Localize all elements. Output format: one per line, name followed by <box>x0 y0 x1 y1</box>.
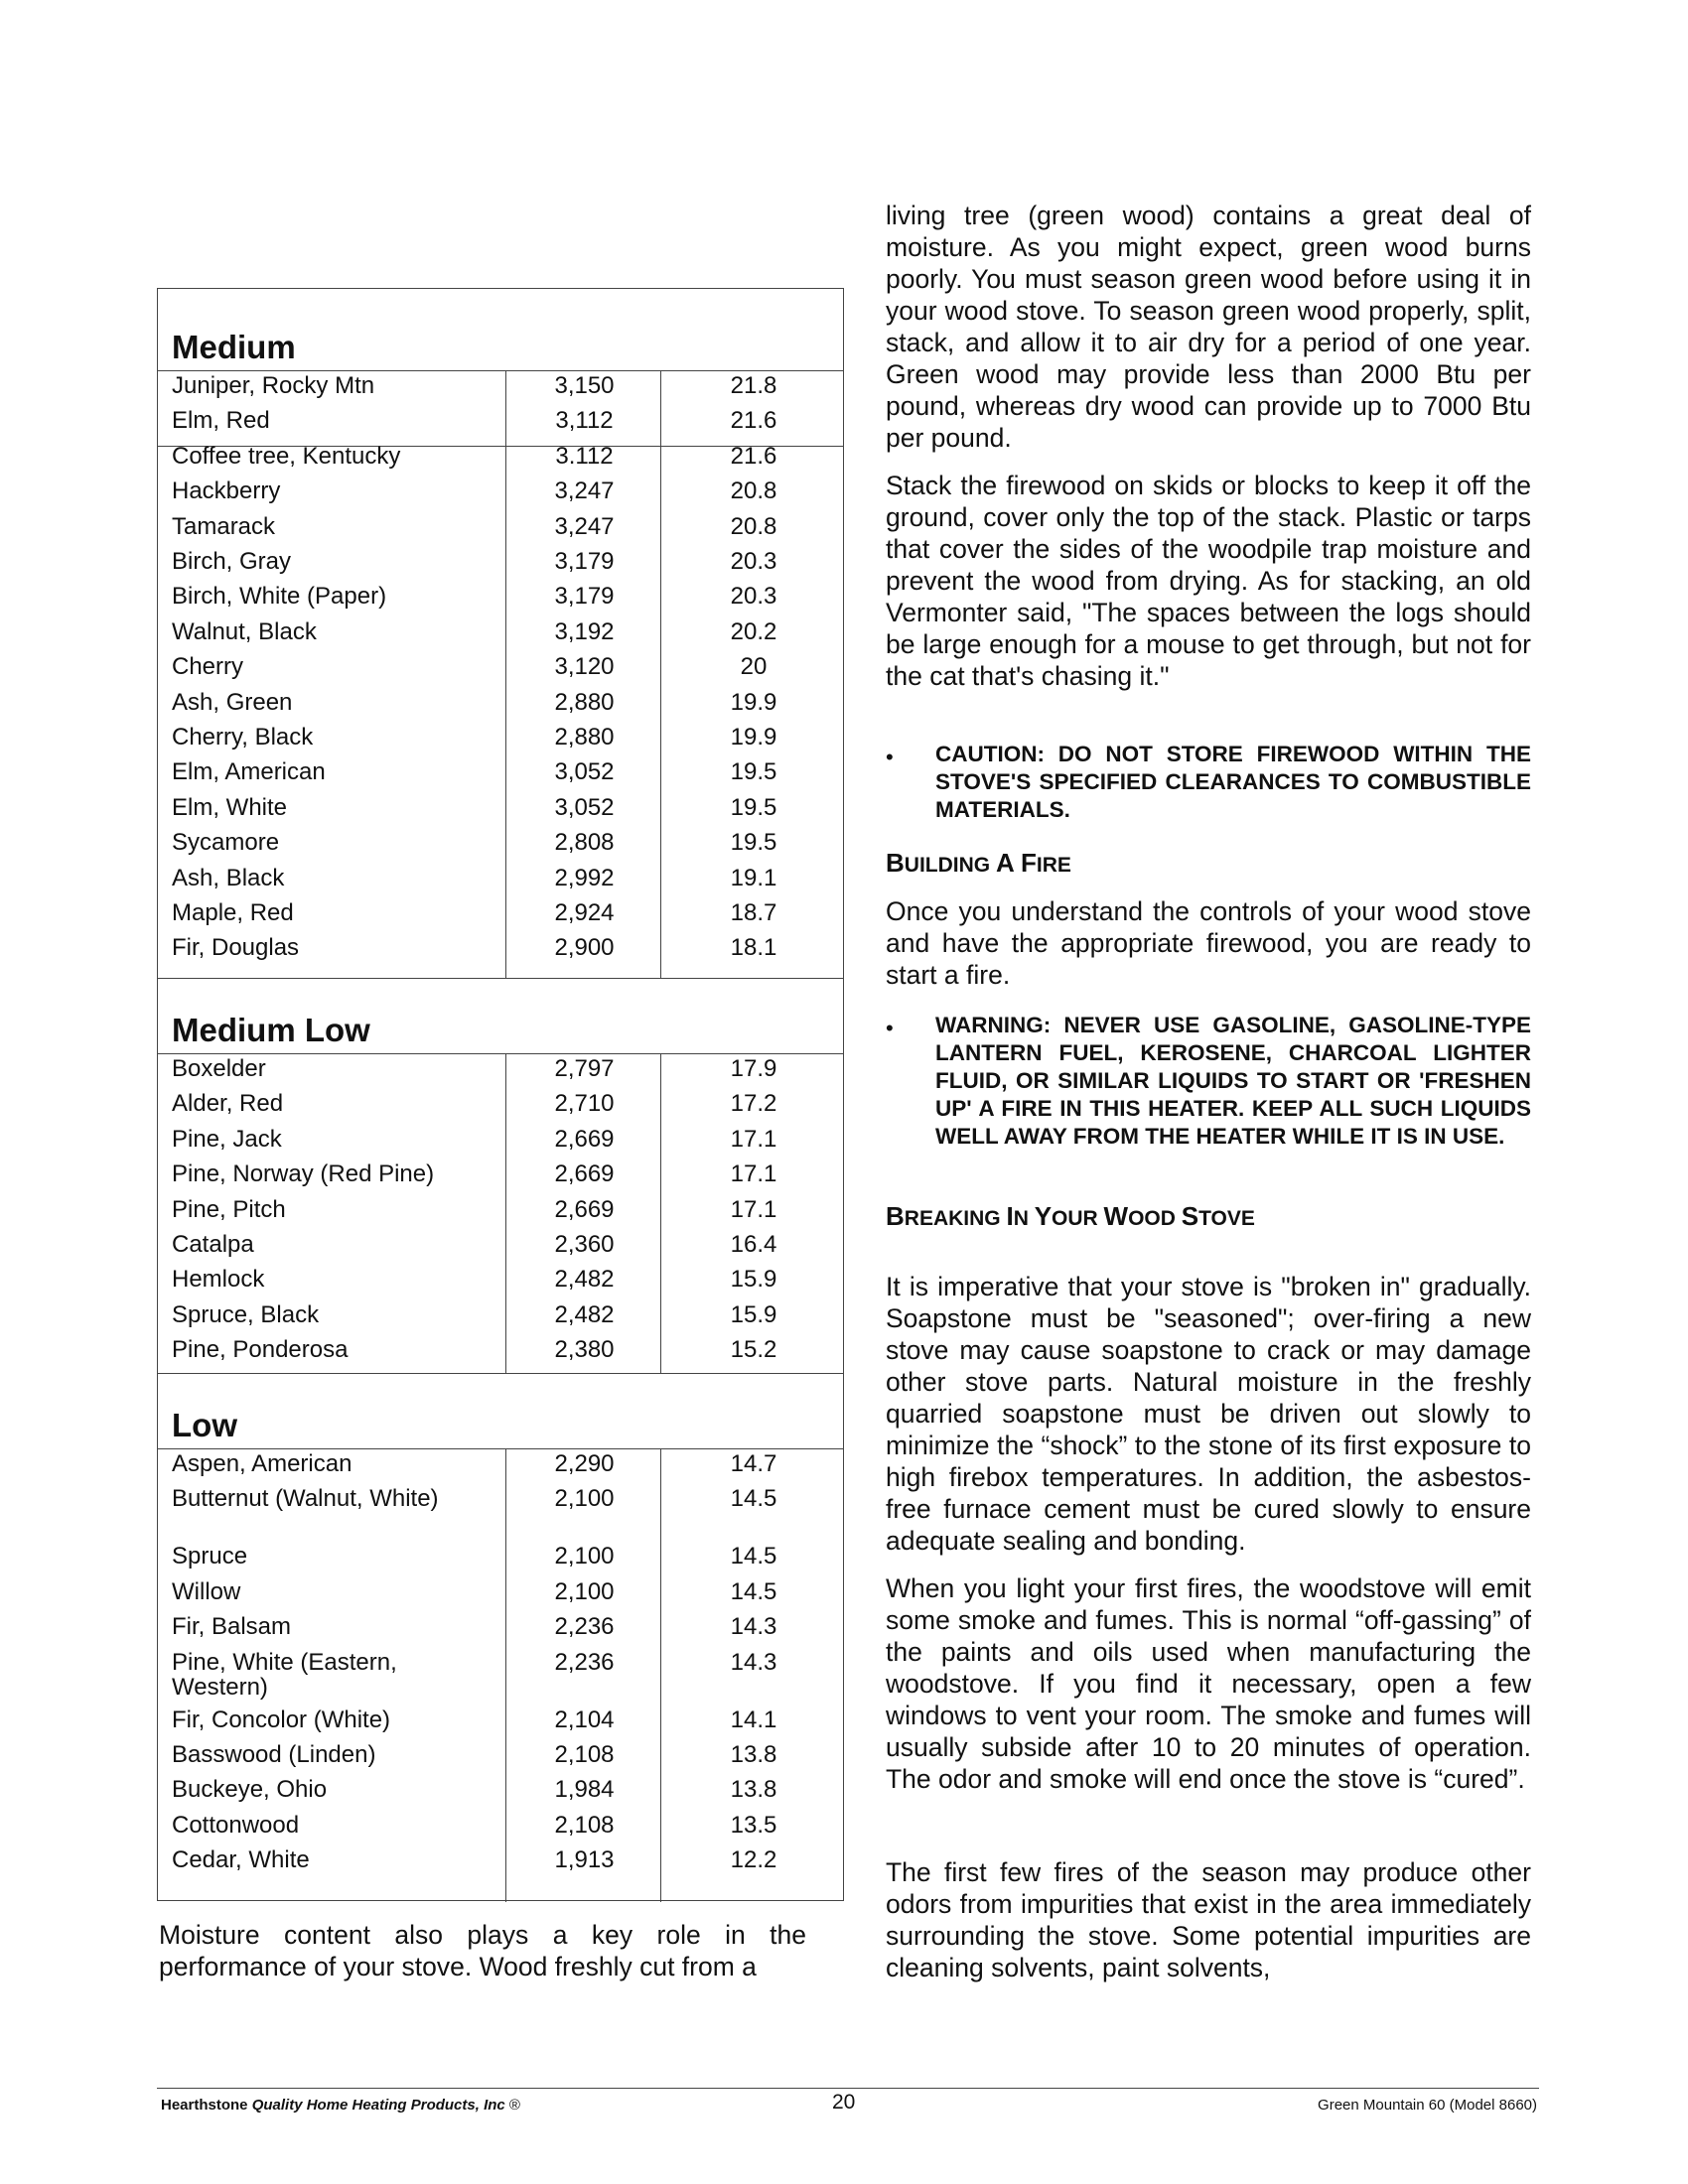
footer-model: Green Mountain 60 (Model 8660) <box>1318 2097 1537 2114</box>
value-cell: 2,236 <box>554 1613 615 1641</box>
value-cell: 15.2 <box>730 1336 777 1364</box>
bullet: • <box>886 745 894 769</box>
species-cell: Willow <box>172 1577 241 1605</box>
wood-heat-table <box>157 288 844 1901</box>
value-cell: 2,108 <box>554 1811 615 1839</box>
table-row <box>158 1845 843 1880</box>
table-row <box>158 1811 843 1845</box>
table-row <box>158 1740 843 1775</box>
value-cell: 21.6 <box>730 407 777 435</box>
species-cell: Cherry, Black <box>172 724 314 751</box>
section-title: Medium Low <box>172 1012 370 1048</box>
value-cell: 21.8 <box>730 372 777 399</box>
value-cell: 20.8 <box>730 512 777 540</box>
section-divider <box>158 1373 843 1374</box>
value-cell: 3,052 <box>554 793 615 821</box>
table-row <box>158 1195 843 1230</box>
page-number: 20 <box>832 2091 856 2114</box>
species-cell: Pine, Pitch <box>172 1195 286 1223</box>
species-cell: Spruce, Black <box>172 1300 320 1328</box>
table-row <box>158 1612 843 1647</box>
species-cell: Buckeye, Ohio <box>172 1776 328 1804</box>
table-row <box>158 1449 843 1484</box>
value-cell: 3,150 <box>554 372 615 399</box>
species-cell: Tamarack <box>172 512 276 540</box>
value-cell: 17.9 <box>730 1055 777 1082</box>
value-cell: 19.1 <box>730 864 777 891</box>
footer-company: Hearthstone Quality Home Heating Products, Inc ® <box>161 2097 520 2114</box>
table-row <box>158 1089 843 1124</box>
section-divider <box>158 978 843 979</box>
value-cell: 2,992 <box>554 864 615 891</box>
species-cell: Juniper, Rocky Mtn <box>172 372 375 399</box>
value-cell: 14.3 <box>730 1613 777 1641</box>
species-cell: Boxelder <box>172 1055 266 1082</box>
table-row <box>158 617 843 652</box>
value-cell: 3,179 <box>554 583 615 611</box>
table-row <box>158 688 843 723</box>
species-cell: Catalpa <box>172 1231 254 1258</box>
value-cell: 12.2 <box>730 1846 777 1874</box>
table-row <box>158 442 843 477</box>
value-cell: 2,360 <box>554 1231 615 1258</box>
footer-rule <box>157 2088 1539 2089</box>
value-cell: 2,797 <box>554 1055 615 1082</box>
section-title: Medium <box>172 329 296 365</box>
table-row <box>158 652 843 687</box>
value-cell: 19.9 <box>730 724 777 751</box>
table-row <box>158 1542 843 1576</box>
table-row <box>158 1300 843 1335</box>
species-cell: Cedar, White <box>172 1846 310 1874</box>
table-row <box>158 1484 843 1519</box>
heading-building-a-fire: BUILDING A FIRE <box>886 848 1071 878</box>
table-row <box>158 1706 843 1740</box>
value-cell: 21.6 <box>730 442 777 470</box>
value-cell: 2,100 <box>554 1485 615 1513</box>
table-row <box>158 1265 843 1299</box>
value-cell: 3.112 <box>555 442 614 470</box>
table-row <box>158 864 843 898</box>
species-cell: Fir, Balsam <box>172 1613 292 1641</box>
value-cell: 1,984 <box>554 1776 615 1804</box>
table-row <box>158 1125 843 1160</box>
value-cell: 2,100 <box>554 1577 615 1605</box>
value-cell: 2,104 <box>554 1706 615 1733</box>
value-cell: 2,236 <box>554 1648 615 1676</box>
value-cell: 18.1 <box>730 934 777 962</box>
species-cell: Elm, White <box>172 793 288 821</box>
species-cell: Coffee tree, Kentucky <box>172 442 401 470</box>
value-cell: 2,900 <box>554 934 615 962</box>
value-cell: 1,913 <box>554 1846 615 1874</box>
section-title: Low <box>172 1407 237 1443</box>
value-cell: 20 <box>740 653 768 681</box>
paragraph-stacking: Stack the firewood on skids or blocks to keep it off the ground, cover only the top of the stack. Plastic or tarps that cover the sides of the woodpile trap moisture and prevent the wood from drying. As for stacking, an old Vermonter said, "The spaces between the logs should be large enough for a mouse to get through, but not for the cat that's chasing it." <box>886 471 1531 691</box>
value-cell: 2,880 <box>554 724 615 751</box>
value-cell: 3,192 <box>554 617 615 645</box>
paragraph-first-fires: When you light your first fires, the woodstove will emit some smoke and fumes. This is normal “off-gassing” of the paints and oils used when manufacturing the woodstove. If you find it necessary, open a few windows to vent your room. The smoke and fumes will usually subside after 10 to 20 minutes of operation. The odor and smoke will end once the stove is “cured”. <box>886 1573 1531 1794</box>
species-cell: Cottonwood <box>172 1811 300 1839</box>
bullet: • <box>886 1016 894 1040</box>
value-cell: 2,808 <box>554 829 615 857</box>
value-cell: 2,290 <box>554 1450 615 1477</box>
species-cell: Elm, American <box>172 758 326 786</box>
species-cell: Ash, Black <box>172 864 285 891</box>
value-cell: 17.1 <box>730 1195 777 1223</box>
value-cell: 2,380 <box>554 1336 615 1364</box>
value-cell: 13.8 <box>730 1741 777 1768</box>
value-cell: 2,710 <box>554 1090 615 1118</box>
value-cell: 19.9 <box>730 688 777 716</box>
value-cell: 20.8 <box>730 478 777 505</box>
table-row <box>158 1335 843 1370</box>
value-cell: 17.1 <box>730 1160 777 1188</box>
table-row <box>158 406 843 441</box>
species-cell: Butternut (Walnut, White) <box>172 1485 439 1513</box>
value-cell: 16.4 <box>730 1231 777 1258</box>
value-cell: 13.5 <box>730 1811 777 1839</box>
species-cell: Fir, Concolor (White) <box>172 1706 391 1733</box>
species-cell: Aspen, American <box>172 1450 352 1477</box>
value-cell: 2,482 <box>554 1300 615 1328</box>
value-cell: 3,247 <box>554 512 615 540</box>
value-cell: 13.8 <box>730 1776 777 1804</box>
moisture-paragraph: Moisture content also plays a key role in the performance of your stove. Wood freshly cut from a <box>159 1920 806 1981</box>
species-cell: Ash, Green <box>172 688 293 716</box>
value-cell: 3,247 <box>554 478 615 505</box>
table-row <box>158 582 843 616</box>
value-cell: 19.5 <box>730 793 777 821</box>
paragraph-start-fire: Once you understand the controls of your wood stove and have the appropriate firewood, you are ready to start a fire. <box>886 896 1531 990</box>
value-cell: 14.3 <box>730 1648 777 1676</box>
value-cell: 2,669 <box>554 1160 615 1188</box>
value-cell: 14.1 <box>730 1706 777 1733</box>
value-cell: 2,669 <box>554 1125 615 1153</box>
species-cell: Fir, Douglas <box>172 934 300 962</box>
value-cell: 17.2 <box>730 1090 777 1118</box>
table-row <box>158 898 843 933</box>
value-cell: 19.5 <box>730 829 777 857</box>
table-row <box>158 1577 843 1612</box>
table-row <box>158 477 843 511</box>
value-cell: 20.3 <box>730 548 777 575</box>
value-cell: 2,669 <box>554 1195 615 1223</box>
table-row <box>158 371 843 406</box>
paragraph-break-in: It is imperative that your stove is "broken in" gradually. Soapstone must be "seasoned"; over-firing a new stove may cause soapstone to crack or may damage other stove parts. Natural moisture in the freshly quarried soapstone must be driven out slowly to minimize the “shock” to the stone of its first exposure to high firebox temperatures. In addition, the asbestos-free furnace cement must be cured slowly to ensure adequate sealing and bonding. <box>886 1272 1531 1556</box>
paragraph-green-wood: living tree (green wood) contains a great deal of moisture. As you might expect, green wood burns poorly. You must season green wood before using it in your wood stove. To season green wood properly, split, stack, and allow it to air dry for a period of one year. Green wood may provide less than 2000 Btu per pound, whereas dry wood can provide up to 7000 Btu per pound. <box>886 201 1531 453</box>
warning-notice: WARNING: NEVER USE GASOLINE, GASOLINE-TYPE LANTERN FUEL, KEROSENE, CHARCOAL LIGHTER FLUID, OR SIMILAR LIQUIDS TO START OR 'FRESHEN UP' A FIRE IN THIS HEATER. KEEP ALL SUCH LIQUIDS WELL AWAY FROM THE HEATER WHILE IT IS IN USE. <box>935 1013 1531 1149</box>
value-cell: 2,924 <box>554 899 615 926</box>
table-row <box>158 933 843 968</box>
value-cell: 14.7 <box>730 1450 777 1477</box>
value-cell: 3,179 <box>554 548 615 575</box>
table-row <box>158 1648 843 1701</box>
species-cell: Pine, Norway (Red Pine) <box>172 1160 435 1188</box>
table-row <box>158 723 843 757</box>
species-cell: Pine, Jack <box>172 1125 282 1153</box>
species-cell: Alder, Red <box>172 1090 284 1118</box>
value-cell: 14.5 <box>730 1543 777 1570</box>
value-cell: 3,120 <box>554 653 615 681</box>
species-cell: Sycamore <box>172 829 280 857</box>
caution-notice: CAUTION: DO NOT STORE FIREWOOD WITHIN THE STOVE'S SPECIFIED CLEARANCES TO COMBUSTIBLE MATERIALS. <box>935 742 1531 822</box>
species-cell: Walnut, Black <box>172 617 317 645</box>
table-row <box>158 512 843 547</box>
value-cell: 15.9 <box>730 1300 777 1328</box>
table-row <box>158 1160 843 1194</box>
table-row <box>158 1054 843 1089</box>
value-cell: 20.2 <box>730 617 777 645</box>
species-cell: Elm, Red <box>172 407 270 435</box>
value-cell: 14.5 <box>730 1577 777 1605</box>
species-cell: Spruce <box>172 1543 248 1570</box>
paragraph-odors: The first few fires of the season may produce other odors from impurities that exist in the area immediately surrounding the stove. Some potential impurities are cleaning solvents, paint solvents, <box>886 1857 1531 1982</box>
species-cell: Maple, Red <box>172 899 294 926</box>
value-cell: 2,880 <box>554 688 615 716</box>
species-cell: Cherry <box>172 653 244 681</box>
table-row <box>158 793 843 828</box>
table-row <box>158 1775 843 1810</box>
species-cell: Birch, Gray <box>172 548 292 575</box>
species-cell: Hackberry <box>172 478 281 505</box>
species-cell: Basswood (Linden) <box>172 1741 376 1768</box>
value-cell: 2,482 <box>554 1266 615 1294</box>
species-cell: Birch, White (Paper) <box>172 583 387 611</box>
value-cell: 3,052 <box>554 758 615 786</box>
species-cell: Pine, White (Eastern, Western) <box>172 1648 397 1701</box>
heading-breaking-in: BREAKING IN YOUR WOOD STOVE <box>886 1201 1255 1231</box>
table-row <box>158 757 843 792</box>
value-cell: 17.1 <box>730 1125 777 1153</box>
table-row <box>158 547 843 582</box>
value-cell: 15.9 <box>730 1266 777 1294</box>
species-cell: Hemlock <box>172 1266 265 1294</box>
table-row <box>158 1230 843 1265</box>
value-cell: 19.5 <box>730 758 777 786</box>
value-cell: 2,100 <box>554 1543 615 1570</box>
value-cell: 3,112 <box>555 407 614 435</box>
value-cell: 18.7 <box>730 899 777 926</box>
species-cell: Pine, Ponderosa <box>172 1336 349 1364</box>
table-row <box>158 828 843 863</box>
value-cell: 14.5 <box>730 1485 777 1513</box>
value-cell: 2,108 <box>554 1741 615 1768</box>
value-cell: 20.3 <box>730 583 777 611</box>
